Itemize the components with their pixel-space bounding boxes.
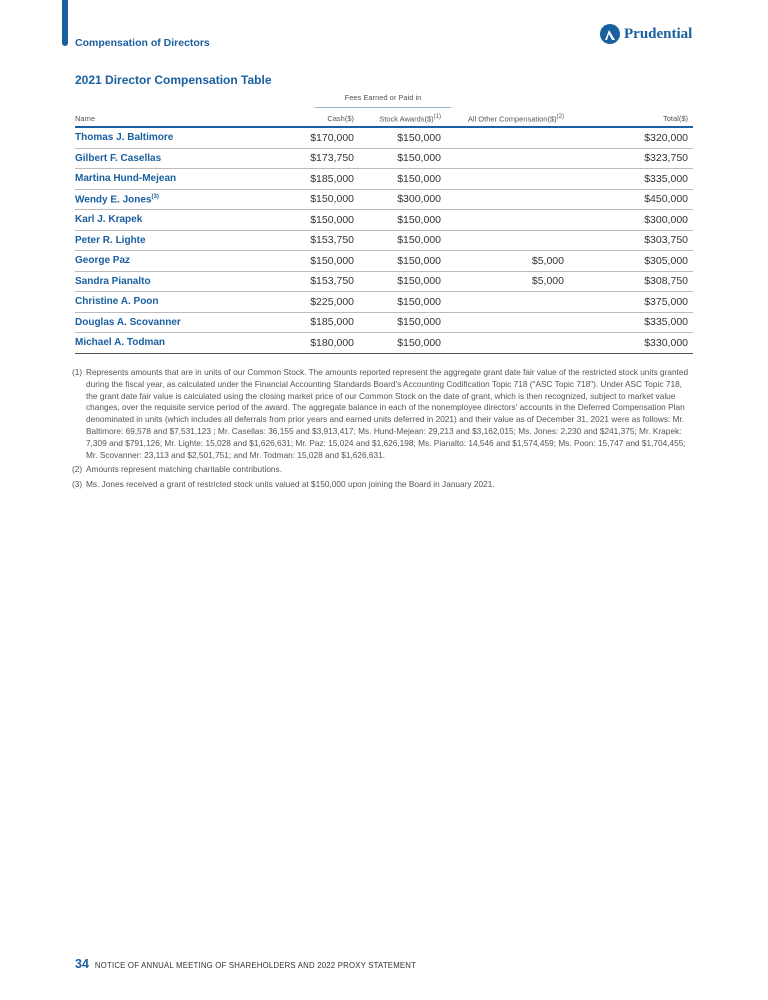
footnote: [72, 464, 695, 476]
footer-text: NOTICE OF ANNUAL MEETING OF SHAREHOLDERS AND 2022 PROXY STATEMENT: [94, 961, 417, 970]
director-name: Sandra Pianalto: [75, 271, 264, 292]
cash-value: $180,000: [264, 333, 359, 354]
footnote-text: Amounts represent matching charitable contributions.: [86, 464, 283, 475]
other-value: [446, 148, 569, 169]
footnote-text: Ms. Jones received a grant of restricted stock units valued at $150,000 upon joining the Board in January 2021.: [86, 479, 495, 490]
table-row: [75, 169, 693, 190]
other-value: [446, 127, 569, 148]
other-value: [446, 169, 569, 190]
rock-logo-icon: [600, 24, 620, 44]
other-value: $5,000: [446, 271, 569, 292]
table-row: [75, 189, 693, 210]
table-row: [75, 148, 693, 169]
table-row: [75, 333, 693, 354]
cash-value: $150,000: [264, 210, 359, 231]
cash-value: $185,000: [264, 312, 359, 333]
cash-value: $185,000: [264, 169, 359, 190]
total-value: $305,000: [569, 251, 693, 272]
col-total: Total($): [569, 111, 693, 127]
stock-value: $150,000: [359, 333, 446, 354]
cash-value: $173,750: [264, 148, 359, 169]
page-number: 34: [75, 957, 89, 971]
table-row: [75, 210, 693, 231]
director-name: Douglas A. Scovanner: [75, 312, 264, 333]
col-stock: Stock Awards($)$^{(1)}$: [359, 111, 446, 127]
stock-value: $150,000: [359, 210, 446, 231]
director-name: Thomas J. Baltimore: [75, 127, 264, 148]
cash-value: $170,000: [264, 127, 359, 148]
logo-text: Prudential: [624, 25, 693, 42]
director-name: Karl J. Krapek: [75, 210, 264, 231]
col-name: Name: [75, 111, 264, 127]
prudential-logo: [600, 24, 692, 44]
other-value: [446, 189, 569, 210]
col-cash: Cash($): [264, 111, 359, 127]
other-value: [446, 292, 569, 313]
stock-value: $150,000: [359, 148, 446, 169]
total-value: $450,000: [569, 189, 693, 210]
director-name: Gilbert F. Casellas: [75, 148, 264, 169]
cash-value: $153,750: [264, 271, 359, 292]
section-title: Compensation of Directors: [75, 37, 210, 49]
total-value: $308,750: [569, 271, 693, 292]
total-value: $335,000: [569, 169, 693, 190]
other-value: [446, 333, 569, 354]
stock-value: $150,000: [359, 292, 446, 313]
table-row: [75, 251, 693, 272]
director-name: Michael A. Todman: [75, 333, 264, 354]
footnote: [72, 367, 695, 461]
other-value: $5,000: [446, 251, 569, 272]
other-value: [446, 210, 569, 231]
stock-value: $150,000: [359, 127, 446, 148]
table-row: [75, 292, 693, 313]
stock-value: $150,000: [359, 251, 446, 272]
table-row: [75, 312, 693, 333]
total-value: $300,000: [569, 210, 693, 231]
director-name: George Paz: [75, 251, 264, 272]
accent-bar: [62, 0, 68, 46]
total-value: $375,000: [569, 292, 693, 313]
total-value: $330,000: [569, 333, 693, 354]
stock-value: $150,000: [359, 312, 446, 333]
stock-value: $150,000: [359, 271, 446, 292]
footnote-key: (2): [72, 464, 83, 475]
total-value: $335,000: [569, 312, 693, 333]
footnote-key: (1): [72, 367, 83, 377]
page-footer: [75, 957, 416, 971]
total-value: $323,750: [569, 148, 693, 169]
total-value: $320,000: [569, 127, 693, 148]
table-row: [75, 271, 693, 292]
footnotes: [72, 367, 695, 494]
director-name: Peter R. Lighte: [75, 230, 264, 251]
table-title: 2021 Director Compensation Table: [75, 73, 272, 87]
cash-value: $150,000: [264, 251, 359, 272]
stock-value: $150,000: [359, 230, 446, 251]
total-value: $303,750: [569, 230, 693, 251]
cash-value: $225,000: [264, 292, 359, 313]
director-name: Wendy E. Jones$^{(3)}$: [75, 189, 264, 210]
cash-value: $150,000: [264, 189, 359, 210]
table-row: [75, 127, 693, 148]
other-value: [446, 312, 569, 333]
compensation-table: [75, 111, 693, 354]
group-header: Fees Earned or Paid in: [315, 93, 451, 108]
col-other: All Other Compensation($)$^{(2)}$: [446, 111, 569, 127]
stock-value: $150,000: [359, 169, 446, 190]
stock-value: $300,000: [359, 189, 446, 210]
director-name: Martina Hund-Mejean: [75, 169, 264, 190]
footnote-text: Represents amounts that are in units of our Common Stock. The amounts reported represent the aggregate grant date fair value of the restricted stock units granted during the fiscal year, as calculated under the Financial Accounting Standards Board's Accounting Codification Topic 718 ("ASC Topic 718"). Under ASC Topic 718, the grant date fair value is calculated using the closing market price of our Common Stock on the date of grant, which is then recognized, subject to market value changes, over the requisite service period of the award. The aggregate balance in each of the nonemployee directors' accounts in the Deferred Compensation Plan denominated in units (which includes all deferrals from prior years and earned units deferred in 2021) and their value as of December 31, 2021 were as follows: Mr. Baltimore: 69,578 and $7,531,123 ; Mr. Casellas: 36,155 and $3,913,417; Ms. Hund-Mejean: 29,213 and $3,162,015; Ms. Jones: 2,230 and $241,375; Mr. Krapek: 7,309 and $791,126; Mr. Lighte: 15,028 and $1,626,631; Mr. Paz: 15,024 and $1,626,198; Ms. Pianalto: 14,546 and $1,574,459; Ms. Poon: 15,747 and $1,704,455; Mr. Scovanner: 23,113 and $2,501,751; and Mr. Todman: 15,028 and $1,626,631.: [86, 367, 689, 460]
table-row: [75, 230, 693, 251]
cash-value: $153,750: [264, 230, 359, 251]
director-name: Christine A. Poon: [75, 292, 264, 313]
footnote-key: (3): [72, 479, 83, 490]
other-value: [446, 230, 569, 251]
footnote: [72, 479, 695, 491]
